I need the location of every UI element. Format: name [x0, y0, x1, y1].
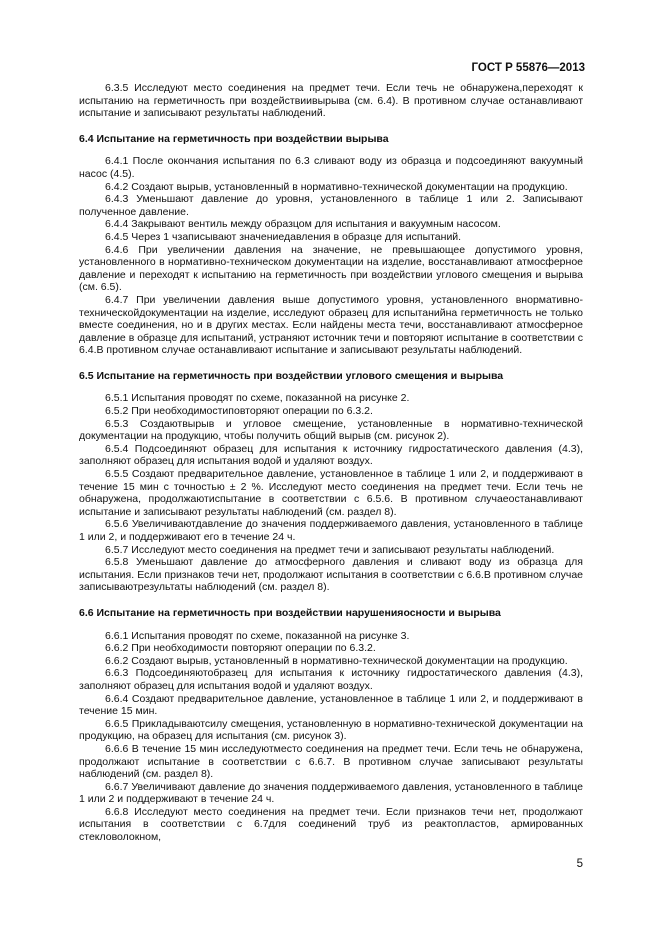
paragraph: 6.6.7 Увеличивают давление до значения поддерживаемого давления, установленного в таблице 1 или 2 и поддерживают в течение 24 ч. [79, 780, 583, 806]
document-header: ГОСТ Р 55876—2013 [471, 62, 585, 74]
paragraph: 6.5.5 Создают предварительное давление, установленное в таблице 1 или 2, и поддерживают в течение 15 мин с точностью ± 2 %. Исследуют место соединения на предмет течи. Если течь не обнаружена, продолжаютиспытание в соответствии с 6.5.6. В противном случаеостанавливают испытание и записывают результаты наблюдений (см. раздел 8). [79, 468, 583, 518]
paragraph: 6.3.5 Исследуют место соединения на предмет течи. Если течь не обнаружена,переходят к испытанию на герметичность при воздействиивырыва (см. 6.4). В противном случае останавливают испытание и записывают результаты наблюдений. [79, 82, 583, 120]
paragraph: 6.5.1 Испытания проводят по схеме, показанной на рисунке 2. [105, 392, 410, 405]
document-body [79, 82, 583, 844]
paragraph: 6.5.2 При необходимостиповторяют операции по 6.3.2. [105, 405, 373, 418]
section-heading: 6.5 Испытание на герметичность при воздействии углового смещения и вырыва [79, 369, 504, 382]
paragraph: 6.6.2 При необходимости повторяют операции по 6.3.2. [105, 642, 376, 655]
paragraph: 6.6.6 В течение 15 мин исследуютместо соединения на предмет течи. Если течь не обнаружена, продолжают испытание в соответствии с 6.6.7. В противном случае записывают результаты наблюдений (см. раздел 8). [79, 742, 583, 781]
paragraph: 6.4.3 Уменьшают давление до уровня, установленного в таблице 1 или 2. Записывают полученное давление. [79, 193, 583, 218]
paragraph: 6.5.4 Подсоединяют образец для испытания к источнику гидростатического давления (4.3), заполняют образец для испытания водой и удаляют воздух. [79, 442, 583, 468]
paragraph: 6.6.5 Прикладываютсилу смещения, установленную в нормативно-технической документации на продукцию, на образец для испытания (см. рисунок 3). [79, 717, 583, 743]
paragraph: 6.4.6 При увеличении давления на значение, не превышающее допустимого уровня, установленного в нормативно-техническом документации на изделие, восстанавливают атмосферное давление и переходят к испытанию на герметичность при воздействии углового смещения и вырыва (см. 6.5). [79, 243, 583, 294]
paragraph: 6.5.3 Создаютвырыв и угловое смещение, установленные в нормативно-технической документации на продукцию, чтобы получить общий вырыв (см. рисунок 2). [79, 417, 583, 443]
paragraph: 6.4.2 Создают вырыв, установленный в нормативно-технической документации на продукцию. [105, 180, 568, 193]
paragraph: 6.4.1 После окончания испытания по 6.3 сливают воду из образца и подсоединяют вакуумный насос (4.5). [79, 155, 583, 180]
paragraph: 6.6.4 Создают предварительное давление, установленное в таблице 1 или 2, и поддерживают в течение 15 мин. [79, 692, 583, 718]
paragraph: 6.4.5 Через 1 чзаписывают значениедавления в образце для испытаний. [105, 230, 462, 243]
paragraph: 6.5.7 Исследуют место соединения на предмет течи и записывают результаты наблюдений. [105, 543, 555, 556]
paragraph: 6.4.7 При увеличении давления выше допустимого уровня, установленного внормативно-техническойдокументации на изделие, исследуют образец для испытанийна герметичность не только вместе соединения, но и в других местах. Если найдены места течи, восстанавливают атмосферное давление в образце для испытаний, устраняют источник течи и повторяют испытание в соответствии с 6.4.В противном случае останавливают испытание и записывают результаты наблюдений. [79, 293, 583, 357]
section-heading: 6.4 Испытание на герметичность при воздействии вырыва [79, 132, 389, 145]
section-heading: 6.6 Испытание на герметичность при воздействии нарушенияосности и вырыва [79, 606, 501, 619]
paragraph: 6.6.2 Создают вырыв, установленный в нормативно-технической документации на продукцию. [105, 654, 568, 667]
paragraph: 6.6.8 Исследуют место соединения на предмет течи. Если признаков течи нет, продолжают испытания в соответствии с 6.7для соединений труб из реактопластов, армированных стекловолокном, [79, 805, 583, 844]
paragraph: 6.5.8 Уменьшают давление до атмосферного давления и сливают воду из образца для испытания. Если признаков течи нет, продолжают испытания в соответствии с 6.6.В противном случае записываютрезультаты наблюдений (см. раздел 8). [79, 556, 583, 594]
paragraph: 6.6.1 Испытания проводят по схеме, показанной на рисунке 3. [105, 629, 410, 642]
paragraph: 6.5.6 Увеличиваютдавление до значения поддерживаемого давления, установленного в таблице 1 или 2, и поддерживают его в течение 24 ч. [79, 518, 583, 543]
paragraph: 6.4.4 Закрывают вентиль между образцом для испытания и вакуумным насосом. [105, 218, 501, 231]
page-number: 5 [576, 858, 583, 870]
paragraph: 6.6.3 Подсоединяютобразец для испытания к источнику гидростатического давления (4.3), заполняют образец для испытания водой и удаляют воздух. [79, 667, 583, 692]
